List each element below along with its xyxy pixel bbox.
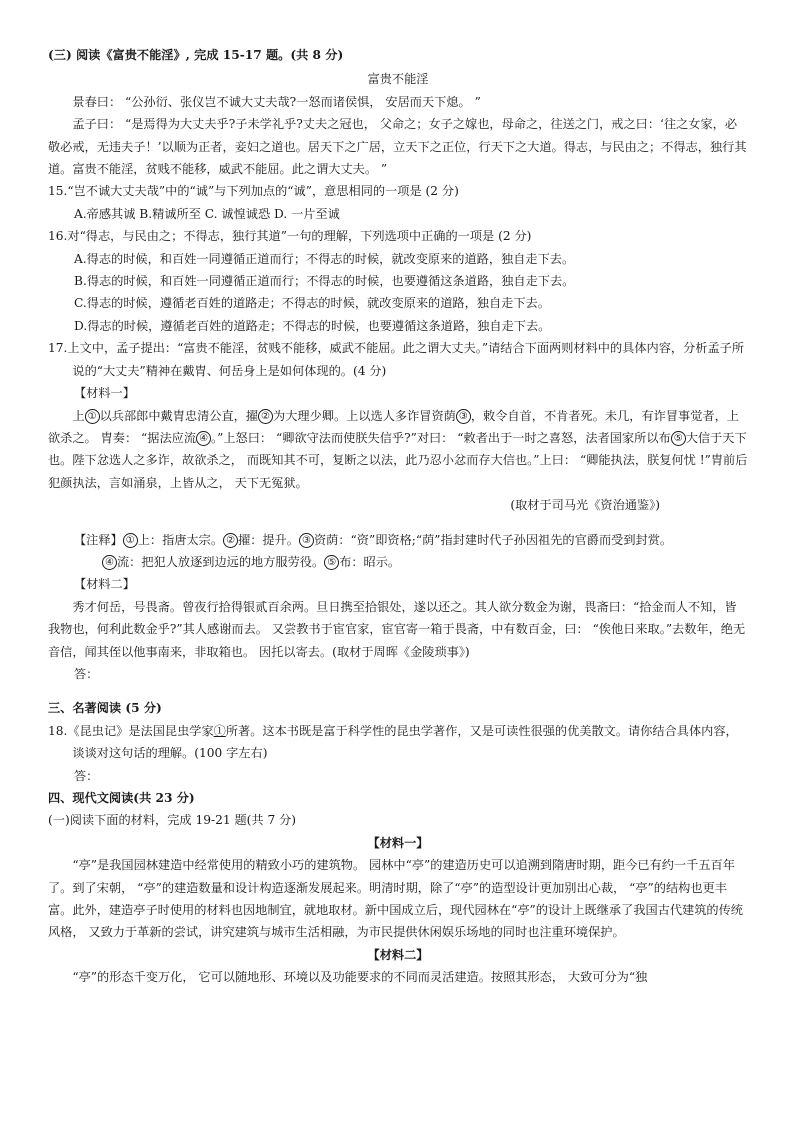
modern-material-2-label: 【材料二】 xyxy=(367,947,429,962)
question-16-option-b: B.得志的时候，和百姓一同遵循正道而行；不得志的时候，也要遵循这条道路，独自走下去。 xyxy=(74,274,575,289)
passage-paragraph-2: 孟子曰： “是焉得为大丈夫乎?子未学礼乎?丈夫之冠也， 父命之；女子之嫁也，母命之，往送之门，戒之曰：‘往之女家，必敬必戒，无违夫子！’以顺为正者，妾妇之道也。居天下之广居，立天下之正位，行天下之大道。得志，与民由之；不得志，独行其道。富贵不能淫，贫贱不能移，威武不能屈。此之谓大丈夫。 ” xyxy=(48,117,747,177)
sub-heading-modern: (一)阅读下面的材料，完成 19-21 题(共 7 分) xyxy=(48,813,297,828)
question-18: 18.《昆虫记》是法国昆虫学家①所著。这本书既是富于科学性的昆虫学著作，又是可读性很强的优美散文。请你结合具体内容，谈谈对这句话的理解。(100 字左右) xyxy=(48,723,738,761)
question-15-options: A.帝感其诚 B.精诚所至 C. 诚惶诚恐 D. 一片至诚 xyxy=(74,206,340,221)
passage-paragraph-1: 景春曰： “公孙衍、张仪岂不诚大丈夫哉?一怒而诸侯惧， 安居而天下熄。 ” xyxy=(72,94,481,109)
section-heading-classical: (三) 阅读《富贵不能淫》, 完成 15-17 题。(共 8 分) xyxy=(48,48,344,62)
note-marker-1: ① xyxy=(85,409,100,424)
note-marker-5: ⑤ xyxy=(671,431,686,446)
question-16-option-a: A.得志的时候，和百姓一同遵循正道而行；不得志的时候，就改变原来的道路，独自走下去。 xyxy=(74,251,575,266)
modern-material-2-text: “亭”的形态千变万化， 它可以随地形、环境以及功能要求的不同而灵活建造。按照其形态， 大致可分为“独 xyxy=(72,970,648,985)
answer-label-17: 答： xyxy=(74,666,99,681)
question-16: 16.对“得志，与民由之；不得志，独行其道”一句的理解，下列选项中正确的一项是 (2 分) xyxy=(48,229,532,244)
annotation-line-1: 【注释】 ① 上：指唐太宗。 ② 擢：提升。 ③ 资荫：“资”即资格;“荫”指封建时代子孙因祖先的官爵而受到封赏。 xyxy=(74,532,673,547)
note-marker-2: ② xyxy=(258,409,273,424)
question-16-option-c: C.得志的时候，遵循老百姓的道路走；不得志的时候，就改变原来的道路，独自走下去。 xyxy=(74,296,550,311)
material-2-label: 【材料二】 xyxy=(74,577,135,592)
modern-material-1-label: 【材料一】 xyxy=(367,835,429,850)
note-marker-3: ③ xyxy=(456,409,471,424)
modern-material-1-text: “亭”是我国园林建造中经常使用的精致小巧的建筑物。 园林中“亭”的建造历史可以追溯到隋唐时期，距今已有约一千五百年了。到了宋朝， “亭”的建造数量和设计构造逐渐发展起来。明清时期，除了“亭”的造型设计更加别出心裁， “亭”的结构也更丰富。此外，建造亭子时使用的材料也因地制宜，就地取材。新中国成立后，现代园林在“亭”的设计上既继承了我国古代建筑的传统风格， 又致力于革新的尝试，讲究建筑与城市生活相融，为市民提供休闲娱乐场地的同时也注重环境保护。 xyxy=(48,858,743,940)
question-15: 15.“岂不诚大丈夫哉”中的“诚”与下列加点的“诚”，意思相同的一项是 (2 分) xyxy=(48,184,459,199)
material-1-label: 【材料一】 xyxy=(74,386,135,401)
passage-title: 富贵不能淫 xyxy=(367,72,429,87)
material-1-source: (取材于司马光《资治通鉴》) xyxy=(510,498,660,513)
annotation-line-2: ④ 流：把犯人放逐到边远的地方服劳役。 ⑤ 布：昭示。 xyxy=(48,551,748,573)
question-17: 17.上文中，孟子提出：“富贵不能淫，贫贱不能移，威武不能屈。此之谓大丈夫。”请结合下面两则材料中的具体内容，分析孟子所说的“大丈夫”精神在戴胄、何岳身上是如何体现的。(4 分) xyxy=(48,341,745,378)
question-16-option-d: D.得志的时候，遵循老百姓的道路走；不得志的时候，也要遵循这条道路，独自走下去。 xyxy=(74,318,551,333)
answer-label-18: 答： xyxy=(74,768,99,783)
section-heading-modern: 四、现代文阅读(共 23 分) xyxy=(48,791,195,805)
blank-1: ① xyxy=(213,723,226,738)
section-heading-famous-books: 三、名著阅读 (5 分) xyxy=(48,701,162,716)
note-marker-4: ④ xyxy=(196,431,211,446)
exam-page xyxy=(48,44,748,989)
material-1-text: 上 ① 以兵部郎中戴胄忠清公直，擢 ② 为大理少卿。上以选人多诈冒资荫 ③ ，敕令自首，不肯者死。未几，有诈冒事觉者，上欲杀之。 胄奏： “据法应流 ④ 。”上怒曰： “卿欲守法而使朕失信乎?”对曰： “敕者出于一时之喜怒，法者国家所以布 ⑤ 大信于天下也。陛下忿选人之多诈，故欲杀之， 而既知其不可，复断之以法，此乃忍小忿而存大信也。”上曰： “卿能执法，朕复何忧 !”胄前后犯颜执法，言如涌泉，上皆从之， 天下无冤狱。 xyxy=(48,408,748,490)
material-2-text: 秀才何岳，号畏斋。曾夜行拾得银贰百余两。旦日携至拾银处，遂以还之。其人欲分数金为谢，畏斋曰：“拾金而人不知，皆我物也，何利此数金乎?”其人感谢而去。 又尝教书于宦官家，宦官寄一箱于畏斋，中有数百金，曰： “俟他日来取。”去数年，绝无音信，闻其侄以他事南来，非取箱也。 因托以寄去。(取材于周晖《金陵琐事》) xyxy=(48,599,746,659)
